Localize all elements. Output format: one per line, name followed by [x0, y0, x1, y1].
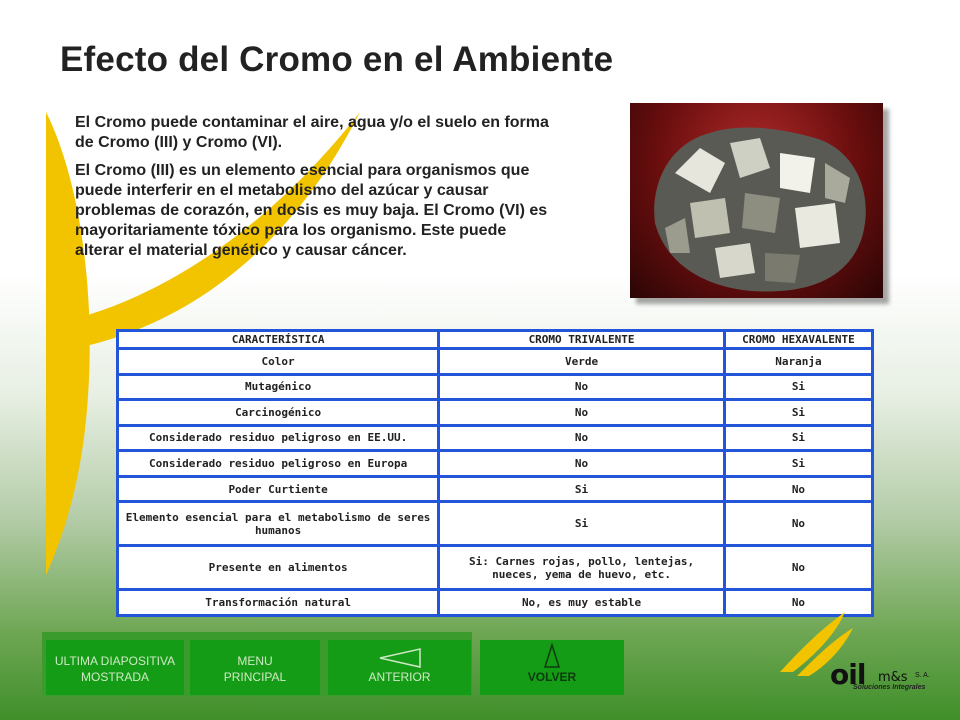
table-row [118, 476, 873, 502]
logo-sa: S. A. [915, 672, 930, 679]
table-cell: Poder Curtiente [118, 476, 439, 502]
table-cell: Elemento esencial para el metabolismo de seres humanos [118, 502, 439, 546]
table-cell: Si [724, 374, 872, 400]
table-cell: Si [439, 476, 725, 502]
table-cell: Carcinogénico [118, 400, 439, 426]
back-label: VOLVER [527, 670, 577, 684]
table-cell: No [724, 590, 872, 616]
table-row [118, 451, 873, 477]
intro-paragraph-1: El Cromo puede contaminar el aire, agua y/o el suelo en forma de Cromo (III) y Cromo (VI). [75, 114, 549, 151]
chromium-mineral-photo [630, 103, 883, 298]
table-cell: No [439, 451, 725, 477]
table-cell: Verde [439, 349, 725, 375]
header-characteristic: CARACTERÍSTICA [118, 331, 439, 349]
table-row [118, 590, 873, 616]
logo-suffix: m&s [878, 670, 908, 685]
main-menu-button[interactable] [190, 640, 320, 695]
intro-paragraph-2: El Cromo (III) es un elemento esencial para organismos que puede interferir en el metabolismo del azúcar y causar problemas de corazón, en dosis es muy baja. El Cromo (VI) es mayoritariamente tóxico para los organismo. Este puede alterar el material genético y causar cáncer. [75, 162, 548, 259]
table-cell: No [439, 374, 725, 400]
previous-label: ANTERIOR [368, 670, 431, 684]
intro-text [75, 113, 555, 269]
chromium-comparison-table [116, 329, 874, 617]
table-cell: Si [724, 451, 872, 477]
table-cell: Considerado residuo peligroso en Europa [118, 451, 439, 477]
previous-button[interactable] [328, 640, 471, 695]
table-cell: Si [724, 425, 872, 451]
triangle-up-icon [543, 643, 561, 669]
header-hexavalent: CROMO HEXAVALENTE [724, 331, 872, 349]
table-row [118, 374, 873, 400]
table-cell: Transformación natural [118, 590, 439, 616]
company-logo [775, 610, 940, 695]
table-cell: Presente en alimentos [118, 546, 439, 590]
triangle-left-icon [378, 647, 422, 669]
table-cell: Si: Carnes rojas, pollo, lentejas, nueces, yema de huevo, etc. [439, 546, 725, 590]
page-title: Efecto del Cromo en el Ambiente [60, 40, 614, 79]
table-cell: Naranja [724, 349, 872, 375]
table-cell: Color [118, 349, 439, 375]
table-row [118, 400, 873, 426]
table-row [118, 425, 873, 451]
table-header-row [118, 331, 873, 349]
table-cell: No [439, 425, 725, 451]
table-cell: No [724, 546, 872, 590]
logo-tagline: Soluciones Integrales [853, 684, 926, 691]
header-trivalent: CROMO TRIVALENTE [439, 331, 725, 349]
table-cell: No, es muy estable [439, 590, 725, 616]
logo-name: oil [830, 658, 866, 691]
last-slide-label-1: ULTIMA DIAPOSITIVA [54, 654, 176, 668]
table-row [118, 349, 873, 375]
table-row [118, 502, 873, 546]
table-cell: Si [724, 400, 872, 426]
table-cell: Mutagénico [118, 374, 439, 400]
main-menu-label-1: MENU [237, 654, 273, 668]
table-cell: No [724, 476, 872, 502]
table-cell: No [439, 400, 725, 426]
back-button[interactable] [480, 640, 624, 695]
table-cell: Si [439, 502, 725, 546]
last-slide-button[interactable] [46, 640, 184, 695]
last-slide-label-2: MOSTRADA [80, 670, 149, 684]
table-cell: Considerado residuo peligroso en EE.UU. [118, 425, 439, 451]
mineral-icon [630, 103, 883, 298]
table-row [118, 546, 873, 590]
table-cell: No [724, 502, 872, 546]
main-menu-label-2: PRINCIPAL [223, 670, 287, 684]
